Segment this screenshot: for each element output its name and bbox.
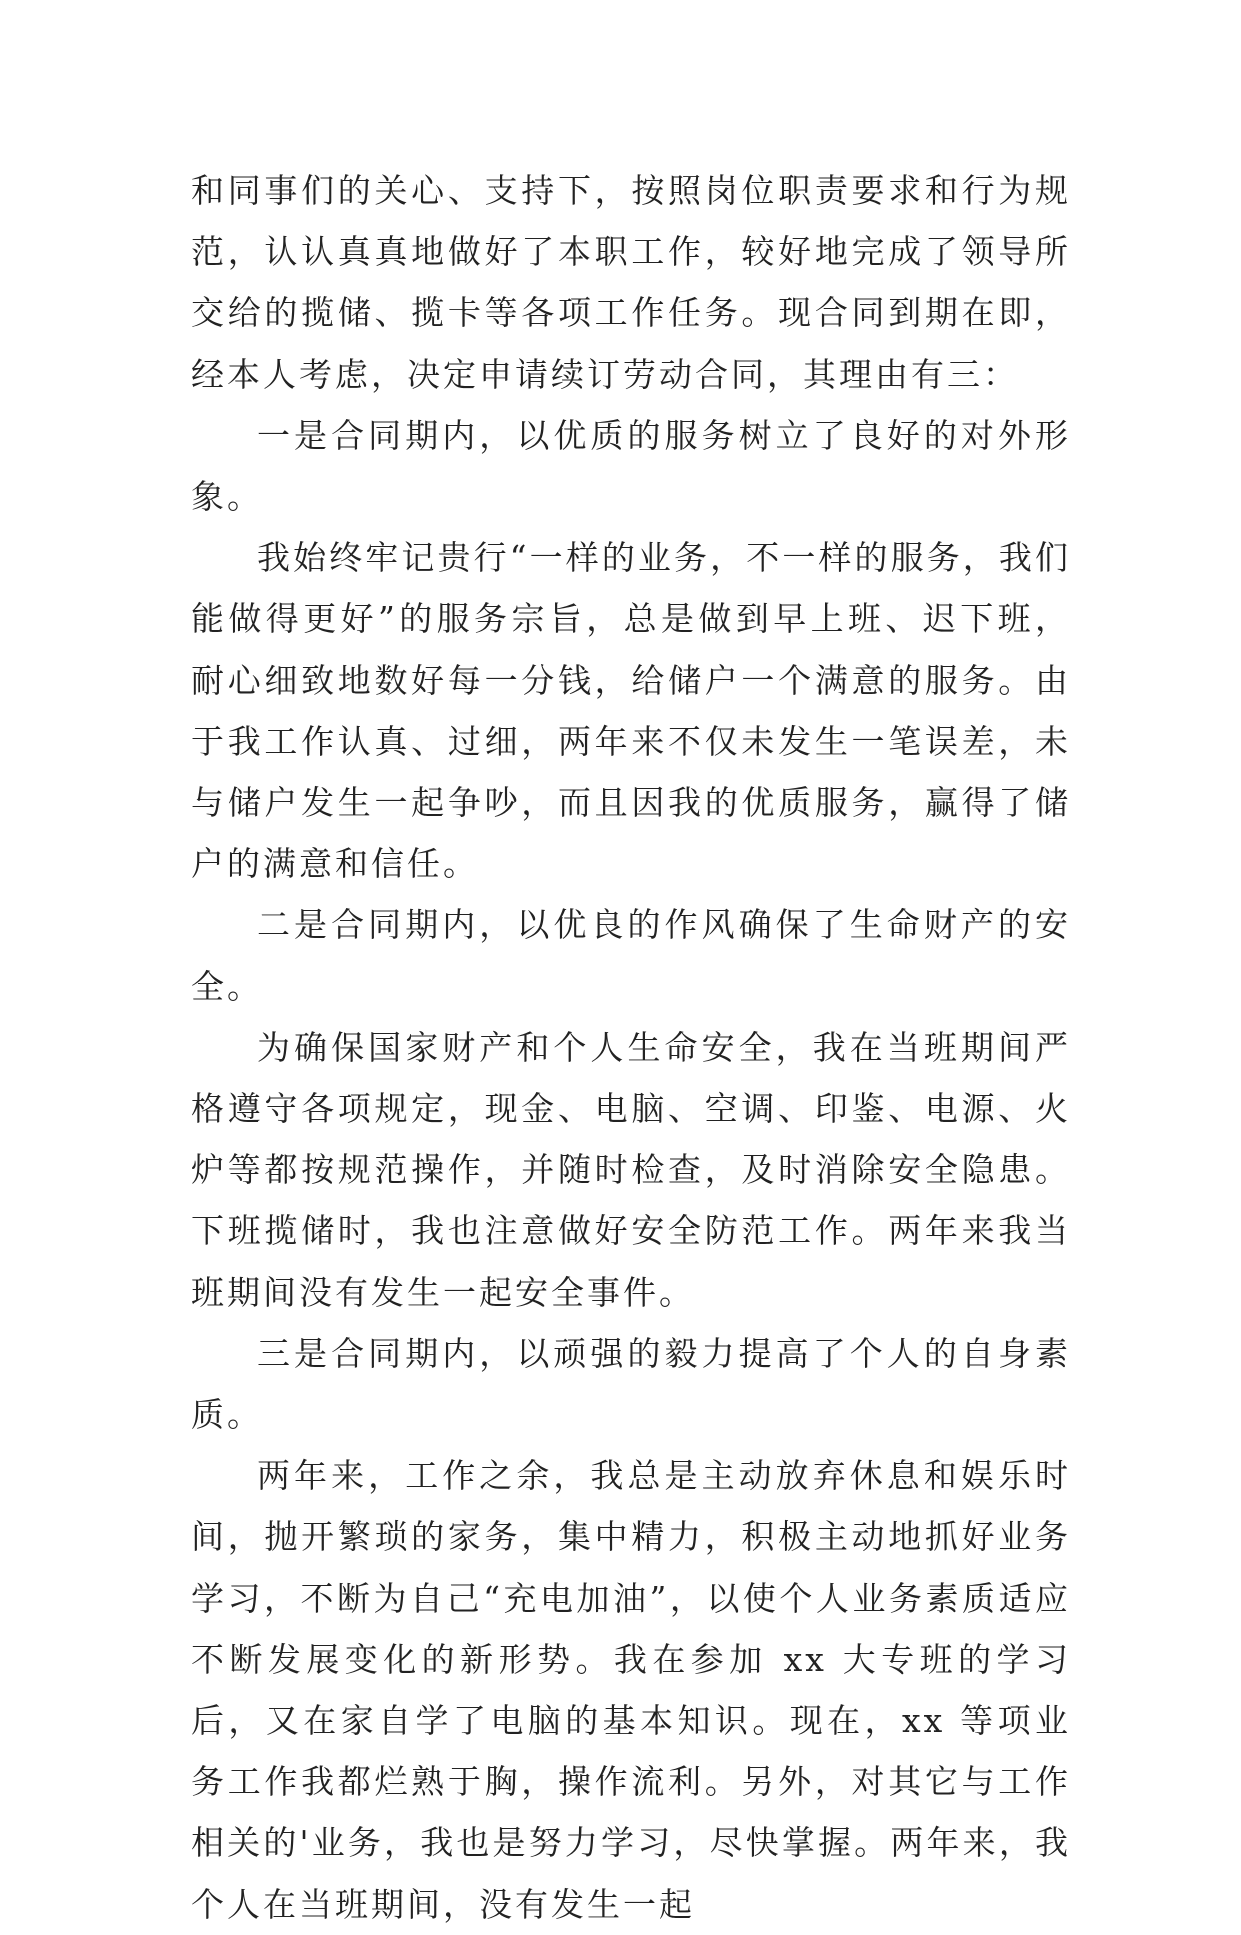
- paragraph-point-three-body: 两年来，工作之余，我总是主动放弃休息和娱乐时间，抛开繁琐的家务，集中精力，积极主动地抓好业务学习，不断为自己“充电加油”，以使个人业务素质适应不断发展变化的新形势。我在参加 xx 大专班的学习后，又在家自学了电脑的基本知识。现在，xx 等项业务工作我都烂熟于胸，操作流利。另外，对其它与工作相关的'业务，我也是努力学习，尽快掌握。两年来，我个人在当班期间，没有发生一起: [191, 1456, 1071, 1924]
- paragraph-point-two-body: 为确保国家财产和个人生命安全，我在当班期间严格遵守各项规定，现金、电脑、空调、印鉴、电源、火炉等都按规范操作，并随时检查，及时消除安全隐患。下班揽储时，我也注意做好安全防范工作。两年来我当班期间没有发生一起安全事件。: [191, 1027, 1071, 1312]
- paragraph-point-three-heading: 三是合同期内，以顽强的毅力提高了个人的自身素质。: [191, 1333, 1071, 1435]
- paragraph-intro: 和同事们的关心、支持下，按照岗位职责要求和行为规范，认认真真地做好了本职工作，较好地完成了领导所交给的揽储、揽卡等各项工作任务。现合同到期在即，经本人考虑，决定申请续订劳动合同，其理由有三：: [191, 171, 1071, 394]
- paragraph-point-one-body: 我始终牢记贵行“一样的业务，不一样的服务，我们能做得更好”的服务宗旨，总是做到早上班、迟下班，耐心细致地数好每一分钱，给储户一个满意的服务。由于我工作认真、过细，两年来不仅未发生一笔误差，未与储户发生一起争吵，而且因我的优质服务，赢得了储户的满意和信任。: [191, 538, 1071, 884]
- paragraph-point-two-heading: 二是合同期内，以优良的作风确保了生命财产的安全。: [191, 905, 1071, 1006]
- paragraph-point-one-heading: 一是合同期内，以优质的服务树立了良好的对外形象。: [191, 415, 1071, 517]
- document-body: [191, 160, 1071, 1935]
